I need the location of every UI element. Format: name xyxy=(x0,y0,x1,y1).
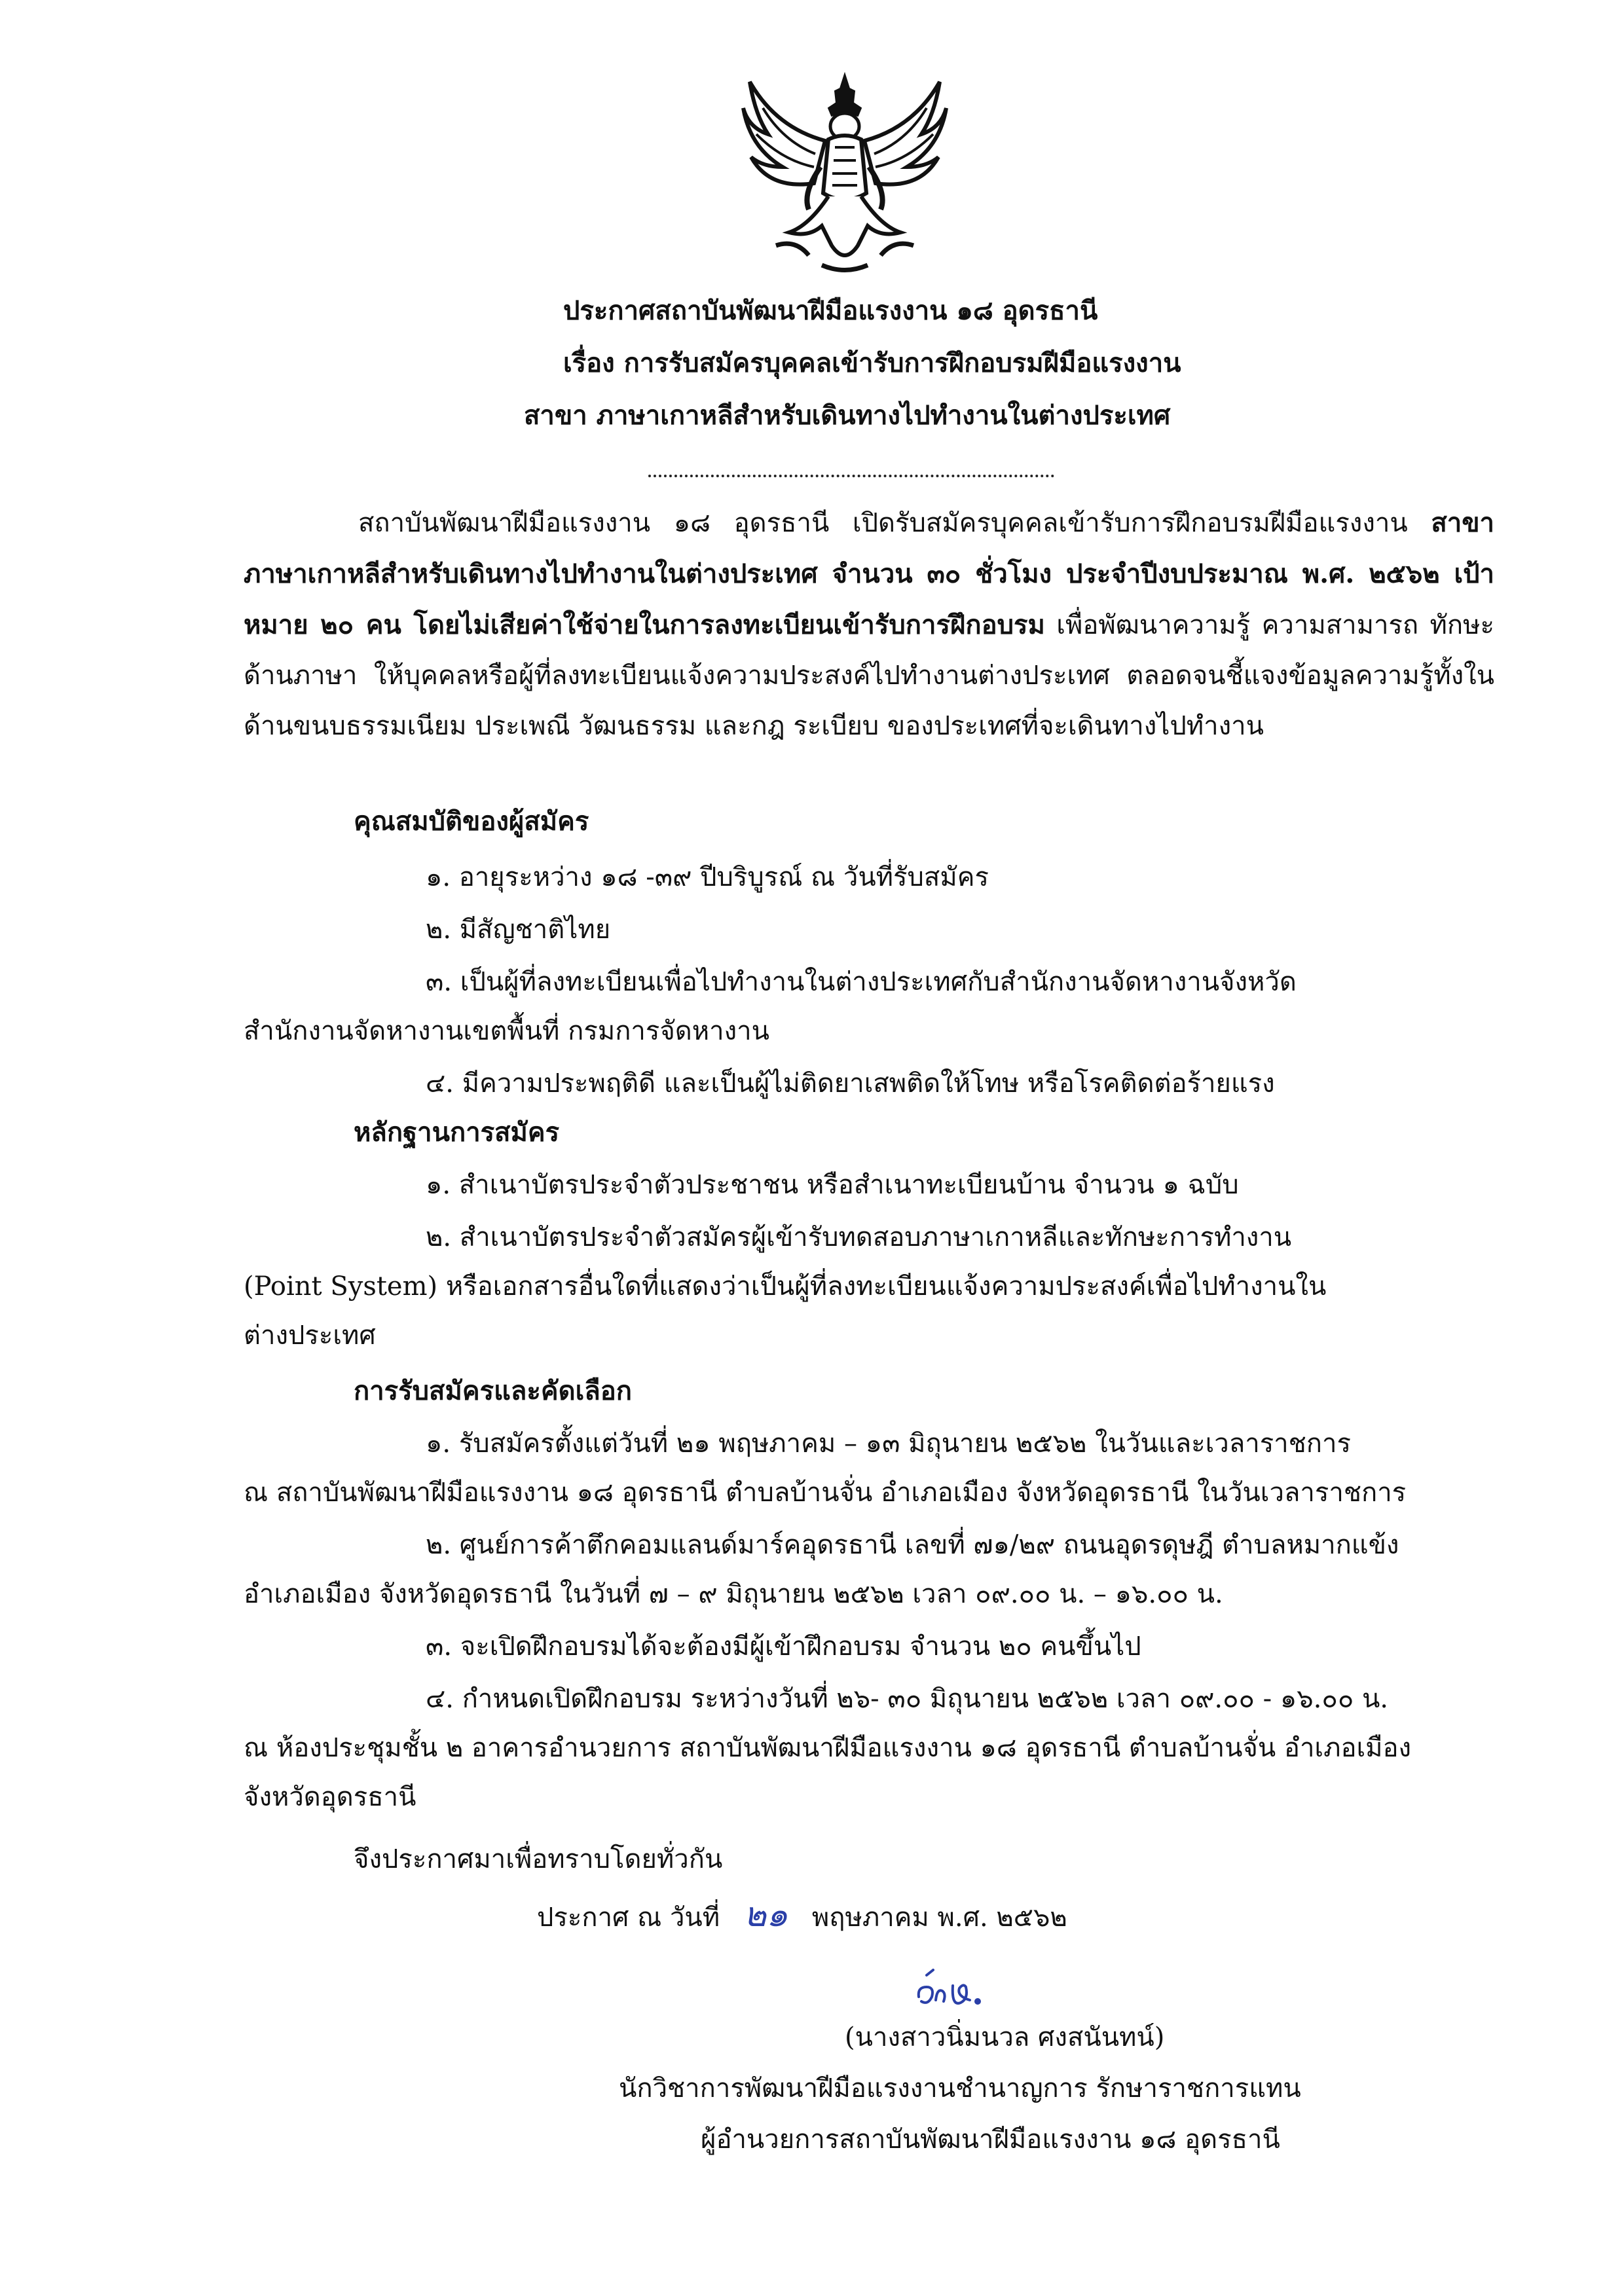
qualification-item: ๒. มีสัญชาติไทย xyxy=(426,915,611,945)
application-item-cont: อำเภอเมือง จังหวัดอุดรธานี ในวันที่ ๗ – ๙ มิถุนายน ๒๕๖๒ เวลา ๐๙.๐๐ น. – ๑๖.๐๐ น. xyxy=(244,1579,1223,1609)
application-item-cont: ณ สถาบันพัฒนาฝีมือแรงงาน ๑๘ อุดรธานี ตำบลบ้านจั่น อำเภอเมือง จังหวัดอุดรธานี ในวันเวลาราชการ xyxy=(244,1478,1407,1508)
intro-paragraph xyxy=(244,498,1494,752)
header-title: ประกาศสถาบันพัฒนาฝีมือแรงงาน ๑๘ อุดรธานี xyxy=(563,295,1098,326)
header-subject: เรื่อง การรับสมัครบุคคลเข้ารับการฝึกอบรมฝีมือแรงงาน xyxy=(563,348,1181,378)
date-prefix: ประกาศ ณ วันที่ xyxy=(537,1903,720,1933)
application-item-cont: ณ ห้องประชุมชั้น ๒ อาคารอำนวยการ สถาบันพัฒนาฝีมือแรงงาน ๑๘ อุดรธานี ตำบลบ้านจั่น อำเภอเมือง xyxy=(244,1733,1412,1763)
evidence-item: ๒. สำเนาบัตรประจำตัวสมัครผู้เข้ารับทดสอบภาษาเกาหลีและทักษะการทำงาน xyxy=(426,1222,1292,1252)
date-day-handwritten: ๒๑ xyxy=(743,1895,788,1935)
evidence-item-cont: ต่างประเทศ xyxy=(244,1321,376,1351)
intro-text-2: เพื่อพัฒนาความรู้ ความสามารถ ทักษะด้านภาษา ให้บุคคลหรือผู้ที่ลงทะเบียนแจ้งความประสงค์ไปทำงานต่างประเทศ ตลอดจนชี้แจงข้อมูลความรู้ทั้งในด้านขนบธรรมเนียม ประเพณี วัฒนธรรม และกฎ ระเบียบ ของประเทศที่จะเดินทางไปทำงาน xyxy=(244,610,1494,741)
application-item: ๔. กำหนดเปิดฝึกอบรม ระหว่างวันที่ ๒๖- ๓๐ มิถุนายน ๒๕๖๒ เวลา ๐๙.๐๐ - ๑๖.๐๐ น. xyxy=(426,1684,1388,1714)
handwritten-signature xyxy=(913,1967,986,2016)
evidence-item-cont: (Point System) หรือเอกสารอื่นใดที่แสดงว่าเป็นผู้ที่ลงทะเบียนแจ้งความประสงค์เพื่อไปทำงานใน xyxy=(244,1271,1327,1302)
intro-text-bold: สาขา ภาษาเกาหลีสำหรับเดินทางไปทำงานในต่างประเทศ จำนวน ๓๐ ชั่วโมง ประจำปีงบประมาณ พ.ศ. ๒๕๖๒ เป้าหมาย ๒๐ คน โดยไม่เสียค่าใช้จ่ายในการลงทะเบียนเข้ารับการฝึกอบรม xyxy=(244,507,1494,640)
announcement-date xyxy=(537,1895,1067,1937)
qualification-item: ๑. อายุระหว่าง ๑๘ -๓๙ ปีบริบูรณ์ ณ วันที่รับสมัคร xyxy=(426,862,989,892)
header-divider xyxy=(648,475,1054,477)
qualification-item-cont: สำนักงานจัดหางานเขตพื้นที่ กรมการจัดหางาน xyxy=(244,1016,769,1046)
garuda-emblem-icon xyxy=(737,69,953,278)
closing-statement: จึงประกาศมาเพื่อทราบโดยทั่วกัน xyxy=(354,1844,723,1874)
qualifications-heading: คุณสมบัติของผู้สมัคร xyxy=(354,806,589,837)
qualification-item: ๓. เป็นผู้ที่ลงทะเบียนเพื่อไปทำงานในต่างประเทศกับสำนักงานจัดหางานจังหวัด xyxy=(426,967,1297,997)
signatory-name: (นางสาวนิ่มนวล ศงสนันทน์) xyxy=(845,2022,1165,2052)
date-suffix: พฤษภาคม พ.ศ. ๒๕๖๒ xyxy=(811,1903,1067,1933)
application-item: ๒. ศูนย์การค้าตึกคอมแลนด์มาร์คอุดรธานี เลขที่ ๗๑/๒๙ ถนนอุดรดุษฎี ตำบลหมากแข้ง xyxy=(426,1530,1399,1560)
qualification-item: ๔. มีความประพฤติดี และเป็นผู้ไม่ติดยาเสพติดให้โทษ หรือโรคติดต่อร้ายแรง xyxy=(426,1068,1275,1099)
signatory-position: ผู้อำนวยการสถาบันพัฒนาฝีมือแรงงาน ๑๘ อุดรธานี xyxy=(701,2124,1280,2155)
intro-text-1: สถาบันพัฒนาฝีมือแรงงาน ๑๘ อุดรธานี เปิดรับสมัครบุคคลเข้ารับการฝึกอบรมฝีมือแรงงาน xyxy=(358,508,1431,538)
header-branch: สาขา ภาษาเกาหลีสำหรับเดินทางไปทำงานในต่างประเทศ xyxy=(524,400,1171,431)
signatory-position: นักวิชาการพัฒนาฝีมือแรงงานชำนาญการ รักษาราชการแทน xyxy=(619,2073,1301,2104)
application-item: ๓. จะเปิดฝึกอบรมได้จะต้องมีผู้เข้าฝึกอบรม จำนวน ๒๐ คนขึ้นไป xyxy=(426,1631,1141,1662)
evidence-heading: หลักฐานการสมัคร xyxy=(354,1117,560,1148)
application-item: ๑. รับสมัครตั้งแต่วันที่ ๒๑ พฤษภาคม – ๑๓ มิถุนายน ๒๕๖๒ ในวันและเวลาราชการ xyxy=(426,1429,1351,1459)
evidence-item: ๑. สำเนาบัตรประจำตัวประชาชน หรือสำเนาทะเบียนบ้าน จำนวน ๑ ฉบับ xyxy=(426,1170,1239,1200)
application-heading: การรับสมัครและคัดเลือก xyxy=(354,1376,632,1406)
application-item-cont: จังหวัดอุดรธานี xyxy=(244,1782,416,1812)
